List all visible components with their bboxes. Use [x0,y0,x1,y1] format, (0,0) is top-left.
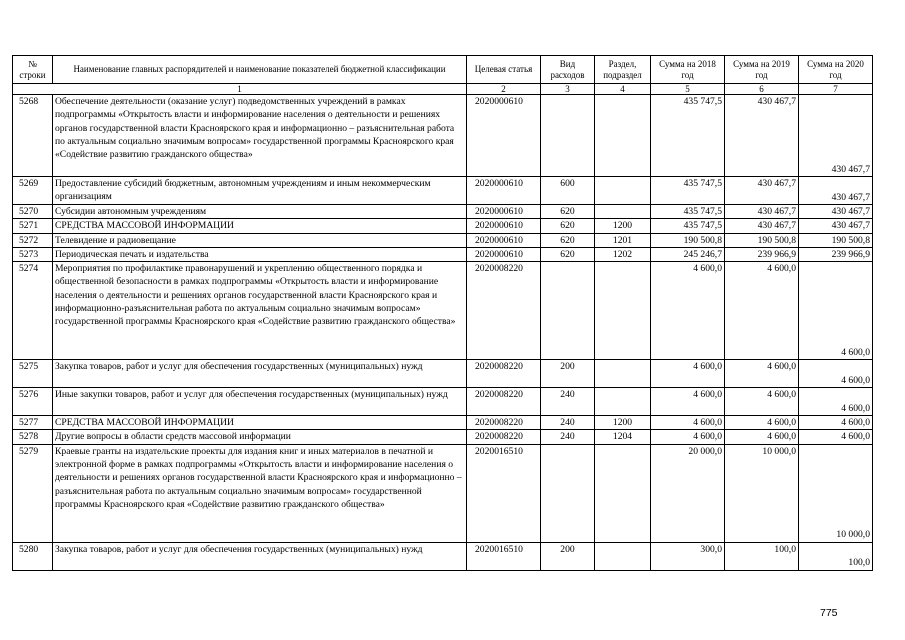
row-sum-2020: 4 600,0 [799,430,873,444]
row-name: Мероприятия по профилактике правонарушений и укреплению общественного порядка и общественной безопасности в рамках подпрограммы «Открытость власти и информирование населения о деятельности и решениях органов государственной власти Красноярского края и информационно-разъяснительная работа по актуальным социально значимым вопросам» государственной программы Красноярского края «Содействие развитию гражданского общества» [53,262,467,360]
table-row [13,444,873,542]
row-target-article: 2020008220 [467,430,541,444]
row-number: 5273 [13,247,53,261]
table-header [13,56,873,84]
row-sum-2018: 4 600,0 [651,262,725,360]
row-sum-2020: 100,0 [799,542,873,570]
row-number: 5277 [13,416,53,430]
row-sum-2018: 435 747,5 [651,177,725,205]
row-sum-2019: 4 600,0 [725,262,799,360]
row-expense-type: 620 [541,233,595,247]
row-number: 5280 [13,542,53,570]
row-sum-2019: 430 467,7 [725,219,799,233]
row-name: Краевые гранты на издательские проекты для издания книг и иных материалов в печатной и электронной форме в рамках подпрограммы «Открытость власти и информирование населения о деятельности и решениях органов государственной власти Красноярского края и информационно – разъяснительная работа по актуальным социально значимым вопросам» государственной программы Красноярского края «Содействие развитию гражданского общества» [53,444,467,542]
table-row [13,262,873,360]
row-sum-2018: 4 600,0 [651,388,725,416]
table-row [13,177,873,205]
header-section: Раздел, подраздел [595,56,651,84]
row-number: 5271 [13,219,53,233]
row-target-article: 2020008220 [467,416,541,430]
row-expense-type: 240 [541,388,595,416]
header-target-article: Целевая статья [467,56,541,84]
row-expense-type: 620 [541,205,595,219]
row-sum-2019: 190 500,8 [725,233,799,247]
page-number: 775 [820,607,838,619]
row-sum-2020: 430 467,7 [799,177,873,205]
row-sum-2018: 435 747,5 [651,205,725,219]
column-number: 2 [467,84,541,95]
row-expense-type: 240 [541,416,595,430]
row-expense-type: 200 [541,542,595,570]
row-expense-type: 200 [541,360,595,388]
table-row [13,95,873,177]
row-name: Субсидии автономным учреждениям [53,205,467,219]
row-section: 1201 [595,233,651,247]
row-expense-type [541,444,595,542]
row-sum-2018: 4 600,0 [651,416,725,430]
row-sum-2018: 435 747,5 [651,219,725,233]
row-number: 5275 [13,360,53,388]
row-target-article: 2020016510 [467,542,541,570]
table-row [13,542,873,570]
row-sum-2018: 20 000,0 [651,444,725,542]
row-sum-2020: 4 600,0 [799,262,873,360]
row-sum-2019: 4 600,0 [725,416,799,430]
row-target-article: 2020000610 [467,95,541,177]
row-target-article: 2020008220 [467,388,541,416]
row-expense-type [541,95,595,177]
row-sum-2018: 4 600,0 [651,360,725,388]
column-number: 3 [541,84,595,95]
row-sum-2019: 100,0 [725,542,799,570]
row-name: Закупка товаров, работ и услуг для обеспечения государственных (муниципальных) нужд [53,542,467,570]
row-sum-2020: 430 467,7 [799,95,873,177]
row-section [595,205,651,219]
row-name: Обеспечение деятельности (оказание услуг) подведомственных учреждений в рамках подпрограммы «Открытость власти и информирование населения о деятельности и решениях органов государственной власти Красноярского края и информационно – разъяснительная работа по актуальным социально значимым вопросам» государственной программы Красноярского края «Содействие развитию гражданского общества» [53,95,467,177]
row-sum-2020: 10 000,0 [799,444,873,542]
row-sum-2019: 10 000,0 [725,444,799,542]
table-row [13,247,873,261]
row-section [595,177,651,205]
row-sum-2018: 245 246,7 [651,247,725,261]
row-sum-2019: 4 600,0 [725,430,799,444]
header-sum-2020: Сумма на 2020 год [799,56,873,84]
row-section [595,542,651,570]
header-name: Наименование главных распорядителей и наименование показателей бюджетной классификации [53,56,467,84]
row-number: 5269 [13,177,53,205]
row-sum-2020: 4 600,0 [799,388,873,416]
row-number: 5274 [13,262,53,360]
header-expense-type: Вид расходов [541,56,595,84]
column-number: 4 [595,84,651,95]
row-sum-2018: 435 747,5 [651,95,725,177]
row-target-article: 2020008220 [467,360,541,388]
row-name: Другие вопросы в области средств массовой информации [53,430,467,444]
row-section [595,95,651,177]
header-sum-2019: Сумма на 2019 год [725,56,799,84]
table-row [13,233,873,247]
row-section [595,360,651,388]
row-sum-2020: 4 600,0 [799,416,873,430]
column-numbers-row [13,84,873,95]
row-sum-2019: 430 467,7 [725,205,799,219]
row-number: 5272 [13,233,53,247]
row-sum-2018: 190 500,8 [651,233,725,247]
row-sum-2020: 430 467,7 [799,205,873,219]
row-target-article: 2020016510 [467,444,541,542]
row-sum-2020: 430 467,7 [799,219,873,233]
row-sum-2018: 4 600,0 [651,430,725,444]
row-target-article: 2020000610 [467,233,541,247]
row-section: 1204 [595,430,651,444]
row-expense-type: 620 [541,247,595,261]
row-expense-type: 240 [541,430,595,444]
row-number: 5276 [13,388,53,416]
row-expense-type: 620 [541,219,595,233]
table-row [13,388,873,416]
row-section [595,262,651,360]
budget-table [12,55,873,571]
row-name: СРЕДСТВА МАССОВОЙ ИНФОРМАЦИИ [53,219,467,233]
row-section: 1202 [595,247,651,261]
row-target-article: 2020000610 [467,219,541,233]
table-row [13,416,873,430]
row-sum-2020: 190 500,8 [799,233,873,247]
row-sum-2020: 239 966,9 [799,247,873,261]
header-row-number: № строки [13,56,53,84]
row-name: Периодическая печать и издательства [53,247,467,261]
row-sum-2018: 300,0 [651,542,725,570]
row-sum-2019: 430 467,7 [725,177,799,205]
table-row [13,360,873,388]
column-number: 5 [651,84,725,95]
table-row [13,430,873,444]
row-sum-2020: 4 600,0 [799,360,873,388]
table-row [13,219,873,233]
header-sum-2018: Сумма на 2018 год [651,56,725,84]
table-body [13,84,873,571]
row-section [595,444,651,542]
row-number: 5270 [13,205,53,219]
row-section: 1200 [595,219,651,233]
row-sum-2019: 4 600,0 [725,388,799,416]
column-number: 6 [725,84,799,95]
row-target-article: 2020008220 [467,262,541,360]
row-section: 1200 [595,416,651,430]
row-expense-type [541,262,595,360]
row-number: 5279 [13,444,53,542]
table-row [13,205,873,219]
row-target-article: 2020000610 [467,205,541,219]
column-number: 7 [799,84,873,95]
row-number: 5278 [13,430,53,444]
column-number: 1 [13,84,467,95]
row-name: СРЕДСТВА МАССОВОЙ ИНФОРМАЦИИ [53,416,467,430]
row-sum-2019: 239 966,9 [725,247,799,261]
row-name: Телевидение и радиовещание [53,233,467,247]
row-sum-2019: 430 467,7 [725,95,799,177]
row-name: Закупка товаров, работ и услуг для обеспечения государственных (муниципальных) нужд [53,360,467,388]
row-number: 5268 [13,95,53,177]
row-name: Предоставление субсидий бюджетным, автономным учреждениям и иным некоммерческим организациям [53,177,467,205]
row-target-article: 2020000610 [467,247,541,261]
row-target-article: 2020000610 [467,177,541,205]
row-name: Иные закупки товаров, работ и услуг для обеспечения государственных (муниципальных) нужд [53,388,467,416]
row-section [595,388,651,416]
row-expense-type: 600 [541,177,595,205]
row-sum-2019: 4 600,0 [725,360,799,388]
